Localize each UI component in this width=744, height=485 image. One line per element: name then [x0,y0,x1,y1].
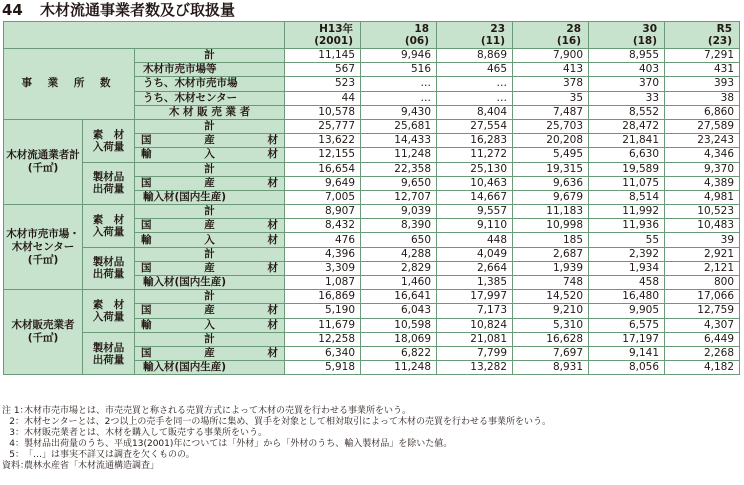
footnote-text: 木材市売市場とは、市売売買と称される売買方式によって木材の売買を行わせる事業所をいう。 [24,406,412,416]
group-label-sozai-text: 素 材 [92,213,125,226]
row-label: 計 [135,49,285,63]
table-cell: 25,130 [437,162,513,176]
table-cell: 9,430 [361,105,437,119]
table-cell: 25,777 [285,119,361,133]
table-cell: 11,075 [589,176,665,190]
table-cell: 650 [361,233,437,247]
table-cell: 7,799 [437,346,513,360]
table-cell: 6,575 [589,318,665,332]
table-cell: 4,981 [665,190,740,204]
table-row [4,205,740,219]
table-cell: 16,641 [361,290,437,304]
row-label: 国 産 材 [135,176,285,190]
table-cell: 44 [285,91,361,105]
table-cell: 4,182 [665,361,740,375]
footnote-text: 「…」は事実不詳又は調査を欠くものの。 [24,450,195,460]
table-cell: 9,039 [361,205,437,219]
group-label-seizai-text: 製材品 [92,256,125,269]
row-label: 計 [135,332,285,346]
table-cell: 25,703 [513,119,589,133]
table-cell: 9,141 [589,346,665,360]
table-cell: 8,955 [589,49,665,63]
table-cell: 8,432 [285,219,361,233]
table-cell: 6,822 [361,346,437,360]
table-cell: 458 [589,276,665,290]
col-header: 18 (06) [361,22,437,49]
table-cell: 4,307 [665,318,740,332]
col-header: 23 (11) [437,22,513,49]
table-cell: 9,636 [513,176,589,190]
row-label: 計 [135,290,285,304]
group-label-seizai-text: 製材品 [92,341,125,354]
table-row [4,247,740,261]
section-label-ryutsu-text: 木材流通業者計 [6,149,80,161]
table-cell: 6,860 [665,105,740,119]
table-body [4,49,740,375]
table-cell: 12,707 [361,190,437,204]
table-cell: 10,824 [437,318,513,332]
table-cell: 8,056 [589,361,665,375]
table-cell: 19,315 [513,162,589,176]
col-header: 30 (18) [589,22,665,49]
section-label-jigyosho-text: 事 業 所 数 [21,77,117,90]
footnote-text: 木材販売業者とは、木材を購入して販売する事業所をいう。 [24,428,268,438]
table-cell: 523 [285,77,361,91]
table-cell: 8,907 [285,205,361,219]
row-label: 輸 入 材 [135,148,285,162]
table-cell: 465 [437,63,513,77]
table-cell: 10,598 [361,318,437,332]
table-cell: 7,291 [665,49,740,63]
row-label: 輸 入 材 [135,318,285,332]
table-cell: 11,679 [285,318,361,332]
data-table [3,21,740,375]
table-cell: 20,208 [513,134,589,148]
table-cell: 28,472 [589,119,665,133]
row-label: 計 [135,247,285,261]
row-label: 国 産 材 [135,346,285,360]
footnote-key: 資料： [2,461,30,471]
section-label-ichiba [4,205,83,290]
footnote-key: 注 1： [2,406,29,416]
table-cell: 403 [589,63,665,77]
table-row [4,290,740,304]
table-cell: 1,460 [361,276,437,290]
table-cell: 17,066 [665,290,740,304]
table-cell: 9,650 [361,176,437,190]
table-cell: … [361,77,437,91]
group-label-sozai-text: 素 材 [92,298,125,311]
footnote-key: 5： [9,450,24,460]
footnote [2,461,551,472]
table-cell: 9,210 [513,304,589,318]
table-cell: 7,487 [513,105,589,119]
table-cell: 8,931 [513,361,589,375]
footnote-text: 農林水産省「木材流通構造調査」 [24,461,160,471]
table-cell: 21,081 [437,332,513,346]
table-cell: 11,936 [589,219,665,233]
table-cell: 5,495 [513,148,589,162]
footnote [2,439,551,450]
table-row [4,332,740,346]
table-cell: 10,463 [437,176,513,190]
table-cell: 19,589 [589,162,665,176]
table-cell: 476 [285,233,361,247]
footnote-key: 4： [9,439,24,449]
row-label: 木材市売市場等 [135,63,285,77]
table-cell: 9,649 [285,176,361,190]
table-cell: 21,841 [589,134,665,148]
table-cell: 2,921 [665,247,740,261]
table-cell: 14,433 [361,134,437,148]
table-cell: 27,554 [437,119,513,133]
table-cell: 35 [513,91,589,105]
row-label: 輸入材(国内生産) [135,361,285,375]
table-cell: 748 [513,276,589,290]
footnotes [2,406,551,472]
table-cell: 16,628 [513,332,589,346]
table-cell: 2,268 [665,346,740,360]
group-label-seizai [83,247,135,290]
group-label-sozai [83,119,135,162]
table-cell: 12,155 [285,148,361,162]
table-cell: … [361,91,437,105]
group-label-sozai-text: 素 材 [92,128,125,141]
table-cell: 8,514 [589,190,665,204]
table-cell: 11,992 [589,205,665,219]
footnote [2,450,551,461]
group-label-seizai-text: 製材品 [92,171,125,184]
table-cell: 14,520 [513,290,589,304]
section-label-hanbai [4,290,83,375]
footnote [2,428,551,439]
table-title-text: 木材流通事業者数及び取扱量 [40,1,236,19]
group-label-seizai [83,332,135,375]
table-cell: 11,248 [361,148,437,162]
section-label-ichiba-text: (千㎥) [27,253,59,266]
table-cell: 448 [437,233,513,247]
table-cell: 5,310 [513,318,589,332]
table-cell: 16,283 [437,134,513,148]
section-label-jigyosho [4,49,135,120]
table-cell: 11,183 [513,205,589,219]
table-cell: 17,197 [589,332,665,346]
table-cell: 12,258 [285,332,361,346]
row-label: 計 [135,205,285,219]
table-cell: 1,087 [285,276,361,290]
table-cell: 3,309 [285,261,361,275]
table-cell: 7,697 [513,346,589,360]
table-cell: 11,145 [285,49,361,63]
table-cell: 10,523 [665,205,740,219]
table-cell: 5,190 [285,304,361,318]
section-label-ryutsu [4,119,83,204]
table-cell: 6,340 [285,346,361,360]
table-cell: 11,248 [361,361,437,375]
table-cell: 33 [589,91,665,105]
col-header: H13年 (2001) [285,22,361,49]
group-label-seizai-text: 出荷量 [92,353,125,366]
table-cell: 13,622 [285,134,361,148]
table-cell: 6,449 [665,332,740,346]
group-label-sozai-text: 入荷量 [92,310,125,323]
table-cell: 4,346 [665,148,740,162]
table-cell: 4,389 [665,176,740,190]
table-cell: 413 [513,63,589,77]
table-cell: 5,918 [285,361,361,375]
table-cell: 2,392 [589,247,665,261]
row-label: 国 産 材 [135,261,285,275]
table-cell: 9,679 [513,190,589,204]
table-cell: 8,552 [589,105,665,119]
table-cell: … [437,91,513,105]
section-label-ichiba-text: 木材市売市場・ [6,227,80,240]
row-label: 国 産 材 [135,304,285,318]
table-cell: 1,934 [589,261,665,275]
table-cell: 2,687 [513,247,589,261]
group-label-seizai [83,162,135,205]
table-row [4,162,740,176]
footnote-text: 製材品出荷量のうち、平成13(2001)年については「外材」から「外材のうち、輸入製材品」を除いた値。 [24,439,453,449]
table-cell: 55 [589,233,665,247]
table-cell: 14,667 [437,190,513,204]
footnote-key: 3： [9,428,24,438]
table-cell: 12,759 [665,304,740,318]
table-cell: 8,404 [437,105,513,119]
group-label-sozai-text: 入荷量 [92,140,125,153]
row-label: 木 材 販 売 業 者 [135,105,285,119]
table-cell: 2,121 [665,261,740,275]
table-cell: 4,288 [361,247,437,261]
row-label: 輸入材(国内生産) [135,190,285,204]
section-label-hanbai-text: 木材販売業者 [11,319,75,332]
row-label: 計 [135,119,285,133]
table-cell: 378 [513,77,589,91]
section-label-ichiba-text: 木材センター [11,240,75,253]
table-cell: 39 [665,233,740,247]
table-cell: 7,900 [513,49,589,63]
table-cell: 9,370 [665,162,740,176]
col-header: 28 (16) [513,22,589,49]
table-cell: 10,578 [285,105,361,119]
row-label: うち、木材市売市場 [135,77,285,91]
table-cell: 17,997 [437,290,513,304]
table-cell: 13,282 [437,361,513,375]
table-cell: 6,630 [589,148,665,162]
col-header: R5 (23) [665,22,740,49]
table-cell: 393 [665,77,740,91]
table-cell: 9,905 [589,304,665,318]
table-cell: 18,069 [361,332,437,346]
table-cell: 16,480 [589,290,665,304]
table-cell: 23,243 [665,134,740,148]
table-row [4,49,740,63]
section-label-hanbai-text: (千㎥) [27,332,59,345]
group-label-seizai-text: 出荷量 [92,183,125,196]
table-cell: 185 [513,233,589,247]
table-cell: 1,939 [513,261,589,275]
group-label-sozai [83,290,135,333]
table-cell: 567 [285,63,361,77]
row-label: 輸 入 材 [135,233,285,247]
row-label: 計 [135,162,285,176]
row-label: 輸入材(国内生産) [135,276,285,290]
table-cell: 2,664 [437,261,513,275]
table-cell: 1,385 [437,276,513,290]
table-cell: 431 [665,63,740,77]
table-cell: 9,557 [437,205,513,219]
group-label-sozai-text: 入荷量 [92,225,125,238]
footnote-text: 木材センターとは、2つ以上の売手を同一の場所に集め、買手を対象として相対取引によって木材の売買を行わせる事業所をいう。 [24,417,552,427]
table-cell: 8,869 [437,49,513,63]
table-cell: 10,998 [513,219,589,233]
table-cell: 27,589 [665,119,740,133]
table-cell: 370 [589,77,665,91]
table-title [2,0,235,20]
table-cell: 10,483 [665,219,740,233]
table-cell: 8,390 [361,219,437,233]
table-cell: 2,829 [361,261,437,275]
table-cell: 7,005 [285,190,361,204]
table-number: 44 [2,1,23,19]
table-cell: 9,946 [361,49,437,63]
row-label: 国 産 材 [135,134,285,148]
table-cell: 4,396 [285,247,361,261]
group-label-seizai-text: 出荷量 [92,268,125,281]
footnote [2,417,551,428]
table-cell: 16,869 [285,290,361,304]
table-cell: 9,110 [437,219,513,233]
table-cell: 800 [665,276,740,290]
footnote [2,406,551,417]
row-label: うち、木材センター [135,91,285,105]
table-cell: … [437,77,513,91]
table-cell: 11,272 [437,148,513,162]
footnote-key: 2： [9,417,24,427]
row-label: 国 産 材 [135,219,285,233]
table-cell: 25,681 [361,119,437,133]
table-cell: 22,358 [361,162,437,176]
table-cell: 6,043 [361,304,437,318]
table-cell: 4,049 [437,247,513,261]
table-cell: 516 [361,63,437,77]
group-label-sozai [83,205,135,248]
table-row [4,119,740,133]
table-cell: 38 [665,91,740,105]
header-row [4,22,740,49]
section-label-ryutsu-text: (千㎥) [27,162,59,174]
table-cell: 7,173 [437,304,513,318]
header-corner [4,22,285,49]
table-cell: 16,654 [285,162,361,176]
